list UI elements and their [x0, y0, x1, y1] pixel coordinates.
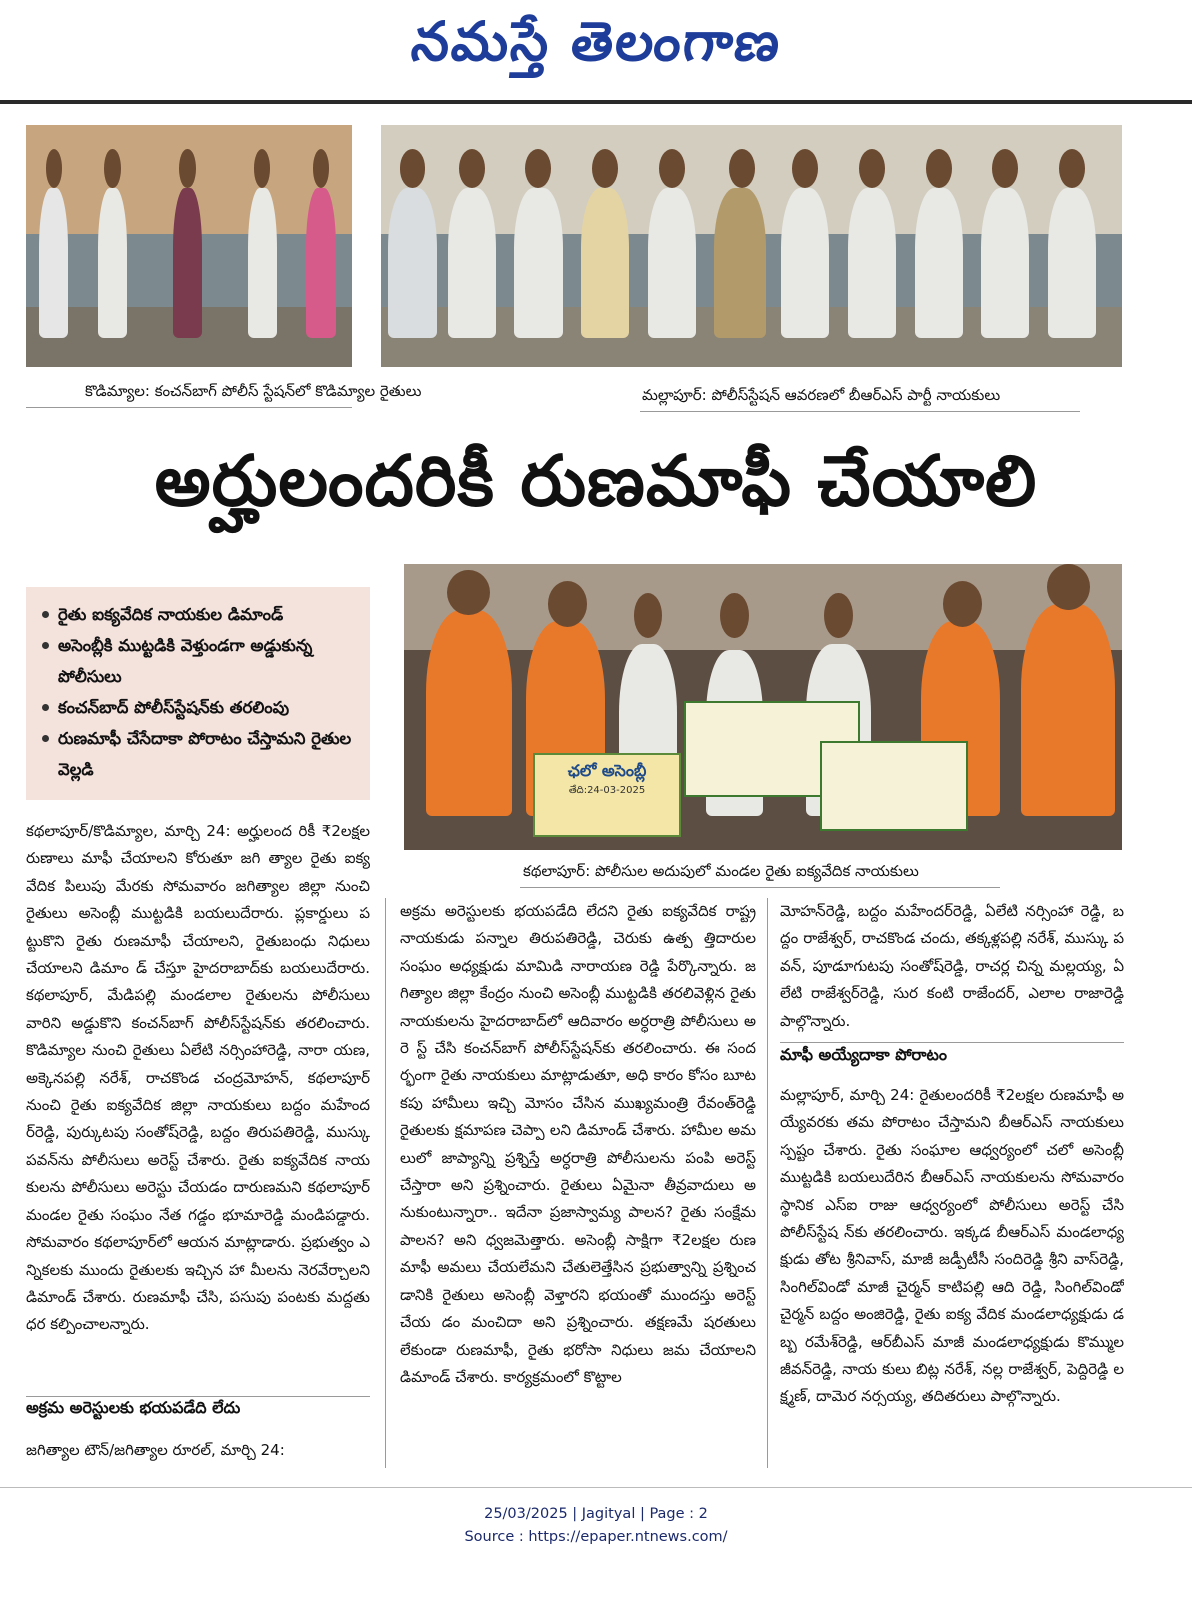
- caption-rule-center: [520, 887, 1000, 888]
- footer-date-line: 25/03/2025 | Jagityal | Page : 2: [484, 1506, 708, 1522]
- masthead-rule: [0, 100, 1192, 104]
- subheading-2: మాఫీ అయ్యేదాకా పోరాటం: [780, 1045, 947, 1064]
- photo-mallapur: [381, 125, 1122, 367]
- article-paragraph: అక్రమ అరెస్టులకు భయపడేది లేదని రైతు ఐక్యవేదిక రాష్ట్ర నాయకుడు పన్నాల తిరుపతిరెడ్డి, చెరుకు ఉత్ప త్తిదారుల సంఘం అధ్యక్షుడు మామిడి నారాయణ రెడ్డి పేర్కొన్నారు. జగిత్యాల జిల్లా కేంద్రం నుంచి అసెంబ్లీ ముట్టడికి తరలివెళ్లిన రైతు నాయకులను హైదరాబాద్‌లో ఆదివారం అర్ధరాత్రి పోలీసులు అరె స్ట్ చేసి కంచన్‌బాగ్ పోలీస్‌స్టేషన్‌కు తరలించారు. ఈ సందర్భంగా రైతు నాయకులు మాట్లాడుతూ, అధి కారం కోసం బూటకపు హామీలు ఇచ్చి మోసం చేసిన ముఖ్యమంత్రి రేవంత్‌రెడ్డి రైతులకు క్షమాపణ చెప్పా లని డిమాండ్ చేశారు. హామీల అమలులో జాప్యాన్ని ప్రశ్నిస్తే అర్ధరాత్రి పోలీసులను పంపి అరెస్ట్ చేస్తారా అని ప్రశ్నించారు. రైతులు ఏమైనా తీవ్రవాదులు అనుకుంటున్నారా.. ఇదేనా ప్రజాస్వామ్య పాలన? రైతు సంక్షేమ పాలన? అని ధ్వజమెత్తారు. అసెంబ్లీ సాక్షిగా ₹2లక్షల రుణమాఫీ అమలు చేయలేమని చేతులెత్తేసిన ప్రభుత్వాన్ని ప్రశ్నించడానికి రైతులు అసెంబ్లీ వెళ్తారని భయంతో ముందస్తు అరెస్ట్ చేయ డం మంచిదా అని ప్రశ్నించారు. తక్షణమే షరతులు లేకుండా రుణమాఫీ, రైతు భరోసా నిధులు జమ చేయాలని డిమాండ్ చేశారు. కార్యక్రమంలో కొట్టాల: [400, 902, 756, 1386]
- photo-kodimyal: [26, 125, 352, 367]
- highlight-item: రుణమాఫీ చేసేదాకా పోరాటం చేస్తామని రైతుల వెల్లడి: [40, 723, 360, 785]
- highlight-item: కంచన్‌బాద్ పోలీస్‌స్టేషన్‌కు తరలింపు: [40, 692, 360, 723]
- column-rule: [767, 898, 768, 1468]
- photo-caption-right: మల్లాపూర్: పోలీస్‌స్టేషన్ ఆవరణలో బీఆర్‌ఎస్ పార్టీ నాయకులు: [642, 386, 1001, 404]
- masthead: [0, 0, 1192, 100]
- article-paragraph: మోహన్‌రెడ్డి, బద్దం మహేందర్‌రెడ్డి, ఏలేటి నర్సింహా రెడ్డి, బద్దం రాజేశ్వర్, రాచకొండ చందు, తక్కళ్లపల్లి నరేశ్, ముస్కు పవన్, పూడూగుటపు సంతోష్‌రెడ్డి, రాచర్ల చిన్న మల్లయ్య, ఏలేటి రాజేశ్వర్‌రెడ్డి, సుర కంటి రాజేందర్, ఎలాల రాజారెడ్డి పాల్గొన్నారు.: [780, 902, 1124, 1030]
- caption-rule-right: [640, 411, 1080, 412]
- photo-kathalapur: [404, 564, 1122, 850]
- placard: [820, 741, 968, 831]
- footer-rule: [0, 1487, 1192, 1488]
- article-paragraph: కథలాపూర్/కొడిమ్యాల, మార్చి 24: అర్హులంద రికీ ₹2లక్షల రుణాలు మాఫీ చేయాలని కోరుతూ జగి త్యాల రైతు ఐక్యవేదిక పిలుపు మేరకు సోమవారం జగిత్యాల జిల్లా నుంచి రైతులు అసెంబ్లీ ముట్టడికి బయలుదేరారు. ప్లకార్డులు పట్టుకొని రైతు రుణమాఫీ చేయాలని, రైతుబంధు నిధులు చేయాలని డిమాం డ్ చేస్తూ హైదరాబాద్‌కు బయలుదేరారు. కథలాపూర్, మేడిపల్లి మండలాల రైతులను పోలీసులు వారిని అడ్డుకొని కంచన్‌బాగ్ పోలీస్‌స్టేషన్‌కు తరలించారు. కొడిమ్యాల నుంచి రైతులు ఏలేటి నర్సింహారెడ్డి, నారా యణ, అక్కెనపల్లి నరేశ్, రాచకొండ చంద్రమోహన్, కథలాపూర్ నుంచి రైతు ఐక్యవేదిక జిల్లా నాయకులు బద్దం మహేందర్‌రెడ్డి, పుర్కుటపు సంతోష్‌రెడ్డి, బద్దం తిరుపతిరెడ్డి, ముస్కు పవన్‌ను పోలీసులు అరెస్ట్ చేశారు. రైతు ఐక్యవేదిక నాయకులను పోలీసులు అరెస్టు చేయడం దారుణమని కథలాపూర్ మండల రైతు సంఘం నేత గడ్డం భూమారెడ్డి మండిపడ్డారు. సోమవారం కథలాపూర్‌లో ఆయన మాట్లాడారు. ప్రభుత్వం ఎన్నికలకు ముందు రైతులకు ఇచ్చిన హా మీలను నెరవేర్చాలని డిమాండ్ చేశారు. రుణమాఫీ చేసి, పసుపు పంటకు మద్దతు ధర కల్పించాలన్నారు.: [26, 822, 370, 1334]
- highlights-box: [26, 587, 370, 800]
- photo-caption-left: కొడిమ్యాల: కంచన్‌బాగ్ పోలీస్ స్టేషన్‌లో కొడిమ్యాల రైతులు: [85, 382, 422, 400]
- article-column-2: [400, 898, 756, 1468]
- photo-caption-center: కథలాపూర్: పోలీసుల అదుపులో మండల రైతు ఐక్యవేదిక నాయకులు: [523, 862, 919, 880]
- footer-source-line: Source : https://epaper.ntnews.com/: [464, 1529, 728, 1545]
- caption-rule-left: [26, 407, 352, 408]
- article-column-1-tail: [26, 1437, 370, 1465]
- article-paragraph: జగిత్యాల టౌన్/జగిత్యాల రూరల్, మార్చి 24:: [26, 1441, 285, 1459]
- article-column-3: [780, 898, 1124, 1038]
- subheading-1: అక్రమ అరెస్టులకు భయపడేది లేదు: [26, 1398, 241, 1417]
- article-column-3b: [780, 1082, 1124, 1470]
- article-column-1: [26, 818, 370, 1396]
- banner-chalo-assembly: [533, 753, 681, 837]
- subhead-rule: [26, 1396, 370, 1397]
- newspaper-logo: నమస్తే తెలంగాణ: [408, 10, 785, 73]
- headline: అర్హులందరికీ రుణమాఫీ చేయాలి: [154, 440, 1038, 522]
- highlight-item: అసెంబ్లీకి ముట్టడికి వెళ్తుండగా అడ్డుకున్న పోలీసులు: [40, 630, 360, 692]
- column-rule: [385, 898, 386, 1468]
- banner-date: తేది:24-03-2025: [568, 784, 646, 796]
- subhead-rule: [780, 1042, 1124, 1043]
- article-paragraph: మల్లాపూర్, మార్చి 24: రైతులందరికీ ₹2లక్షల రుణమాఫీ అయ్యేవరకు తమ పోరాటం చేస్తామని బీఆర్‌ఎస్ నాయకులు స్పష్టం చేశారు. రైతు సంఘాల ఆధ్వర్యంలో చలో అసెంబ్లీ ముట్టడికి బయలుదేరిన బీఆర్‌ఎస్ నాయకులను సోమవారం స్థానిక ఎస్ఐ రాజు ఆధ్వర్యంలో పోలీసులు అరెస్ట్ చేసి పోలీస్‌స్టేష న్‌కు తరలించారు. ఇక్కడ బీఆర్‌ఎస్ మండలాధ్య క్షుడు తోట శ్రీనివాస్, మాజీ జడ్పీటీసీ సందిరెడ్డి శ్రీని వాస్‌రెడ్డి, సింగిల్‌విండో మాజీ చైర్మన్ కాటిపల్లి ఆది రెడ్డి, సింగిల్‌విండో చైర్మన్ బద్దం అంజిరెడ్డి, రైతు ఐక్య వేదిక మండలాధ్యక్షుడు డబ్బ రమేశ్‌రెడ్డి, ఆర్‌బీఎస్ మాజీ మండలాధ్యక్షుడు కొమ్ముల జీవన్‌రెడ్డి, నాయ కులు బిట్ల నరేశ్, నల్ల రాజేశ్వర్, పెద్దిరెడ్డి లక్ష్మణ్, దామెర నర్సయ్య, తదితరులు పాల్గొన్నారు.: [780, 1086, 1124, 1406]
- highlight-item: రైతు ఐక్యవేదిక నాయకుల డిమాండ్: [40, 599, 360, 630]
- banner-text: ఛలో అసెంబ్లీ: [567, 760, 647, 780]
